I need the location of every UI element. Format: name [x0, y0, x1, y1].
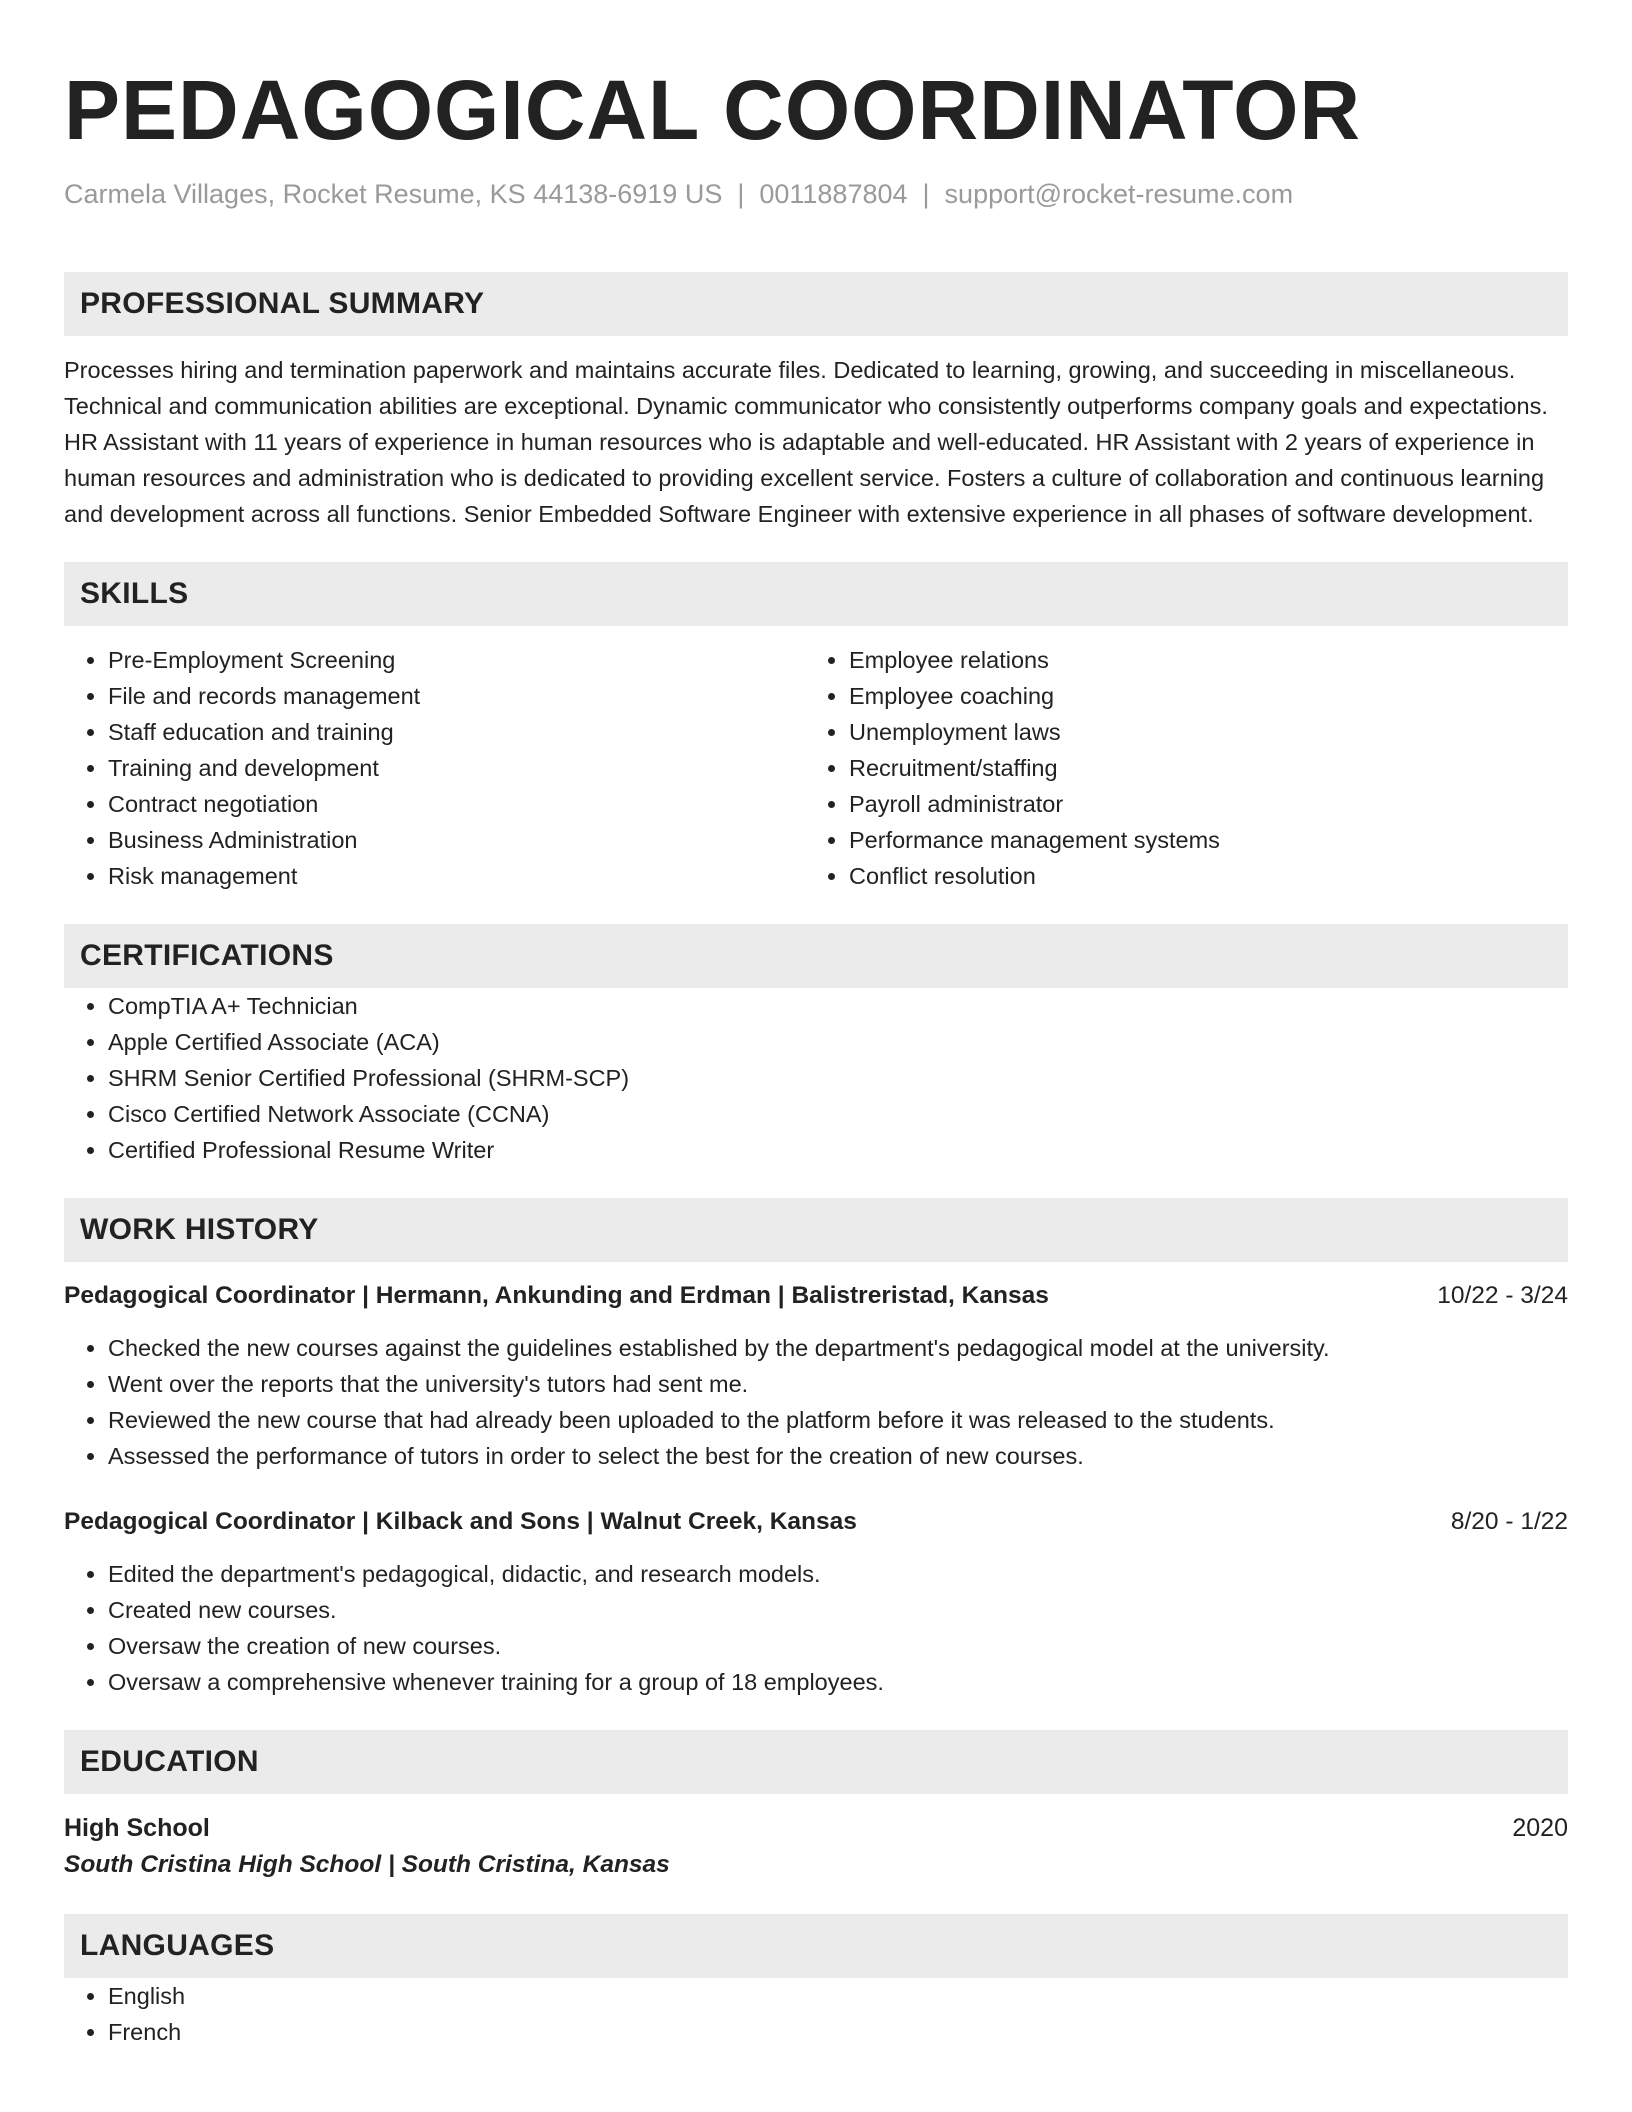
skills-list-right	[805, 642, 1546, 894]
contact-separator: |	[922, 179, 930, 209]
job-bullet: • Went over the reports that the university's tutors had sent me.	[108, 1366, 1568, 1402]
skills-column-right	[805, 642, 1546, 894]
section-heading-education: EDUCATION	[64, 1730, 1568, 1794]
skill-item: • Conflict resolution	[849, 858, 1546, 894]
job-bullets	[64, 1330, 1568, 1474]
skill-item: • Unemployment laws	[849, 714, 1546, 750]
candidate-name: PEDAGOGICAL COORDINATOR	[64, 63, 1362, 157]
section-heading-skills: SKILLS	[64, 562, 1568, 626]
contact-email: support@rocket-resume.com	[944, 179, 1294, 209]
skill-item: • Business Administration	[108, 822, 805, 858]
skill-item: • Payroll administrator	[849, 786, 1546, 822]
job-entry	[64, 1278, 1568, 1474]
job-header	[64, 1504, 1568, 1540]
education-entry	[64, 1810, 1568, 1884]
job-bullet: • Reviewed the new course that had already been uploaded to the platform before it was released to the students.	[108, 1402, 1568, 1438]
job-bullet: • Edited the department's pedagogical, didactic, and research models.	[108, 1556, 1568, 1592]
job-dates: 8/20 - 1/22	[1450, 1508, 1568, 1536]
skill-item: • Recruitment/staffing	[849, 750, 1546, 786]
job-entry	[64, 1504, 1568, 1700]
skill-item: • Staff education and training	[108, 714, 805, 750]
skill-item: • Employee coaching	[849, 678, 1546, 714]
section-heading-languages: LANGUAGES	[64, 1914, 1568, 1978]
education-header	[64, 1810, 1568, 1846]
skills-column-left	[64, 642, 805, 894]
certification-item: • CompTIA A+ Technician	[108, 988, 1568, 1024]
certification-item: • SHRM Senior Certified Professional (SHRM-SCP)	[108, 1060, 1568, 1096]
language-item: • French	[108, 2014, 1568, 2050]
certification-item: • Cisco Certified Network Associate (CCNA)	[108, 1096, 1568, 1132]
certifications-list	[64, 988, 1568, 1168]
education-degree: High School	[64, 1814, 210, 1843]
skill-item: • Risk management	[108, 858, 805, 894]
job-bullets	[64, 1556, 1568, 1700]
skill-item: • Training and development	[108, 750, 805, 786]
section-heading-certifications: CERTIFICATIONS	[64, 924, 1568, 988]
job-dates: 10/22 - 3/24	[1437, 1282, 1568, 1310]
job-bullet: • Checked the new courses against the guidelines established by the department's pedagogical model at the university.	[108, 1330, 1568, 1366]
job-title: Pedagogical Coordinator | Kilback and Sons | Walnut Creek, Kansas	[64, 1508, 857, 1536]
job-header	[64, 1278, 1568, 1314]
skill-item: • Pre-Employment Screening	[108, 642, 805, 678]
skills-grid	[64, 642, 1568, 894]
contact-line	[64, 178, 1568, 210]
job-bullet: • Oversaw a comprehensive whenever training for a group of 18 employees.	[108, 1664, 1568, 1700]
job-title: Pedagogical Coordinator | Hermann, Ankunding and Erdman | Balistreristad, Kansas	[64, 1282, 1049, 1310]
job-bullet: • Created new courses.	[108, 1592, 1568, 1628]
contact-address: Carmela Villages, Rocket Resume, KS 44138-6919 US	[64, 179, 723, 209]
certification-item: • Apple Certified Associate (ACA)	[108, 1024, 1568, 1060]
skill-item: • Employee relations	[849, 642, 1546, 678]
section-heading-work-history: WORK HISTORY	[64, 1198, 1568, 1262]
skills-list-left	[64, 642, 805, 894]
skill-item: • Contract negotiation	[108, 786, 805, 822]
contact-phone: 0011887804	[759, 179, 908, 209]
job-bullet: • Oversaw the creation of new courses.	[108, 1628, 1568, 1664]
summary-text: Processes hiring and termination paperwork and maintains accurate files. Dedicated to learning, growing, and succeeding in miscellaneous. Technical and communication abilities are exceptional. Dynamic communicator who consistently outperforms company goals and expectations. HR Assistant with 11 years of experience in human resources who is adaptable and well-educated. HR Assistant with 2 years of experience in human resources and administration who is dedicated to providing excellent service. Fosters a culture of collaboration and continuous learning and development across all functions. Senior Embedded Software Engineer with extensive experience in all phases of software development.	[64, 357, 1548, 528]
education-school: South Cristina High School | South Cristina, Kansas	[64, 1851, 670, 1879]
education-year: 2020	[1512, 1814, 1568, 1843]
skill-item: • Performance management systems	[849, 822, 1546, 858]
job-bullet: • Assessed the performance of tutors in order to select the best for the creation of new courses.	[108, 1438, 1568, 1474]
section-heading-summary: PROFESSIONAL SUMMARY	[64, 272, 1568, 336]
contact-separator: |	[737, 179, 745, 209]
skill-item: • File and records management	[108, 678, 805, 714]
language-item: • English	[108, 1978, 1568, 2014]
languages-list	[64, 1978, 1568, 2050]
certification-item: • Certified Professional Resume Writer	[108, 1132, 1568, 1168]
